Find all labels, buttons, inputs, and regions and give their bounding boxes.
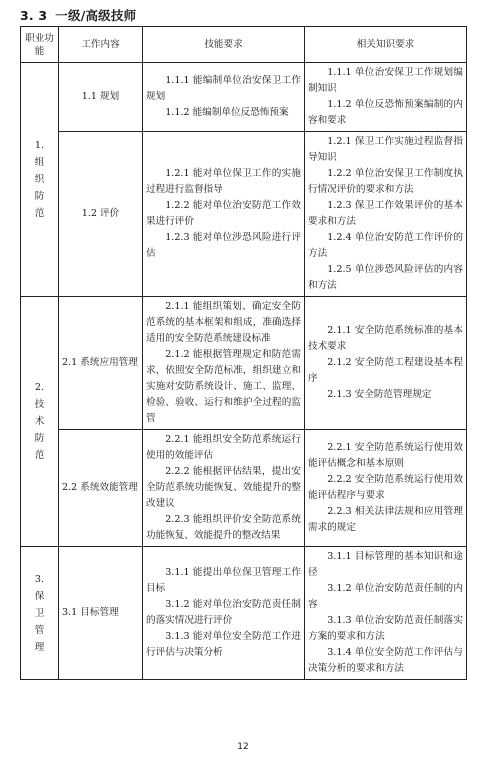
skill-standard-table (20, 26, 467, 680)
work-content-cell: 3.1 目标管理 (59, 547, 143, 680)
knowledge-item: 3.1.4 单位安全防范工作评估与决策分析的要求和方法 (308, 647, 463, 674)
skill-cell (143, 547, 305, 680)
table-row (21, 430, 467, 547)
knowledge-item: 2.1.2 安全防范工程建设基本程序 (308, 357, 463, 384)
work-content-cell: 2.2 系统效能管理 (59, 430, 143, 547)
table-row (21, 63, 467, 132)
table-row (21, 132, 467, 297)
table-row (21, 547, 467, 680)
knowledge-item: 2.2.2 安全防范系统运行使用效能评估程序与要求 (308, 474, 463, 501)
skill-item: 3.1.1 能提出单位保卫管理工作目标 (146, 567, 301, 594)
knowledge-cell (305, 547, 467, 680)
knowledge-cell (305, 430, 467, 547)
knowledge-item: 1.2.2 单位治安保卫工作制度执行情况评价的要求和方法 (308, 168, 463, 195)
knowledge-item: 1.2.5 单位涉恐风险评估的内容和方法 (308, 264, 463, 291)
skill-item: 1.1.2 能编制单位反恐怖预案 (165, 107, 289, 118)
knowledge-item: 2.1.3 安全防范管理规定 (327, 389, 432, 400)
skill-item: 2.1.2 能根据管理规定和防范需求，依照安全防范标准，组织建立和实施对安防系统设计、施工、监理、检验、验收、运行和维护全过程的监管 (146, 349, 301, 424)
section-title-text: 一级/高级技师 (55, 8, 137, 23)
header-function: 职业功能 (21, 27, 59, 63)
function-cell-technical: 2. 技 术 防 范 (21, 297, 59, 547)
knowledge-item: 3.1.1 目标管理的基本知识和途径 (308, 551, 463, 578)
skill-cell (143, 132, 305, 297)
skill-item: 2.1.1 能组织策划、确定安全防范系统的基本框架和组成，准确选择适用的安全防范系统建设标准 (146, 301, 301, 344)
skill-item: 2.2.1 能组织安全防范系统运行使用的效能评估 (146, 434, 301, 461)
skill-item: 1.2.3 能对单位涉恐风险进行评估 (146, 232, 301, 259)
knowledge-item: 1.1.2 单位反恐怖预案编制的内容和要求 (308, 99, 463, 126)
page-number: 12 (237, 742, 249, 752)
knowledge-item: 2.1.1 安全防范系统标准的基本技术要求 (308, 325, 463, 352)
work-content-cell: 2.1 系统应用管理 (59, 297, 143, 430)
header-knowledge-requirements: 相关知识要求 (305, 27, 467, 63)
skill-cell (143, 63, 305, 132)
knowledge-item: 3.1.3 单位治安防范责任制落实方案的要求和方法 (308, 615, 463, 642)
skill-item: 2.2.3 能组织评价安全防范系统功能恢复、效能提升的整改结果 (146, 514, 301, 541)
knowledge-item: 1.2.1 保卫工作实施过程监督指导知识 (308, 136, 463, 163)
knowledge-item: 2.2.3 相关法律法规和应用管理需求的规定 (308, 506, 463, 533)
skill-item: 1.2.1 能对单位保卫工作的实施过程进行监督指导 (146, 168, 301, 195)
section-number: 3. 3 (20, 8, 48, 23)
header-work-content: 工作内容 (59, 27, 143, 63)
knowledge-item: 1.1.1 单位治安保卫工作规划编制知识 (308, 67, 463, 94)
knowledge-item: 1.2.4 单位治安防范工作评价的方法 (308, 232, 463, 259)
section-title (20, 6, 136, 24)
work-content-cell: 1.2 评价 (59, 132, 143, 297)
skill-cell (143, 430, 305, 547)
knowledge-item: 3.1.2 单位治安防范责任制的内容 (308, 583, 463, 610)
work-content-cell: 1.1 规划 (59, 63, 143, 132)
skill-item: 1.1.1 能编制单位治安保卫工作规划 (146, 75, 301, 102)
skill-cell (143, 297, 305, 430)
knowledge-cell (305, 63, 467, 132)
skill-item: 3.1.2 能对单位治安防范责任制的落实情况进行评价 (146, 599, 301, 626)
knowledge-item: 2.2.1 安全防范系统运行使用效能评估概念和基本原则 (308, 442, 463, 469)
skill-item: 3.1.3 能对单位安全防范工作进行评估与决策分析 (146, 631, 301, 658)
function-cell-security-management: 3. 保 卫 管 理 (21, 547, 59, 680)
skill-item: 2.2.2 能根据评估结果，提出安全防范系统功能恢复、效能提升的整改建议 (146, 466, 301, 509)
knowledge-cell (305, 132, 467, 297)
knowledge-cell (305, 297, 467, 430)
function-cell-organization: 1. 组 织 防 范 (21, 63, 59, 297)
table-header-row (21, 27, 467, 63)
table-row (21, 297, 467, 430)
skill-item: 1.2.2 能对单位治安防范工作效果进行评价 (146, 200, 301, 227)
knowledge-item: 1.2.3 保卫工作效果评价的基本要求和方法 (308, 200, 463, 227)
header-skill-requirements: 技能要求 (143, 27, 305, 63)
